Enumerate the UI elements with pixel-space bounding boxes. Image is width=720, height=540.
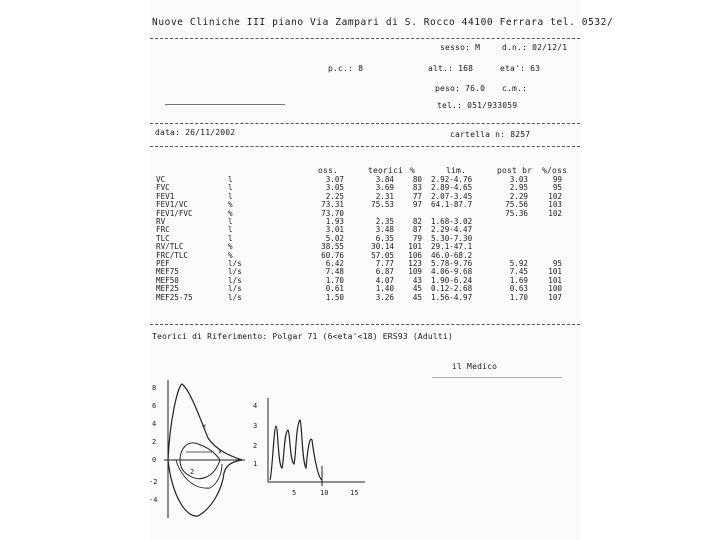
table-cell — [480, 218, 528, 226]
fv-xtick: 2 — [190, 468, 195, 476]
table-cell: 64.1-87.7 — [431, 200, 473, 210]
unit-column — [228, 176, 242, 302]
col-lim: lim. — [446, 166, 467, 175]
table-cell: 99 — [552, 175, 562, 184]
fv-ytick: -2 — [149, 478, 158, 486]
table-cell: RV — [156, 217, 166, 227]
table-cell: 73.31 — [321, 200, 344, 210]
table-cell: l — [228, 225, 233, 235]
table-cell: 79 — [412, 233, 422, 243]
table-cell: l/s — [228, 267, 242, 277]
report-page — [149, 0, 614, 540]
vt-xtick: 15 — [350, 489, 359, 497]
pct-column — [400, 176, 422, 302]
pctoss-column — [532, 176, 562, 302]
fv-ytick: 6 — [152, 402, 157, 410]
col-post: post br — [497, 166, 533, 175]
flow-volume-plot — [150, 378, 260, 528]
table-cell: 2.25 — [325, 191, 344, 201]
table-cell: 102 — [548, 191, 562, 201]
table-cell: 95 — [552, 183, 562, 193]
table-cell: 101 — [548, 267, 562, 277]
fv-marker: × — [202, 422, 207, 430]
table-cell: 3.69 — [375, 183, 394, 193]
table-cell: 95 — [552, 259, 562, 269]
vt-xtick: 5 — [292, 489, 297, 497]
table-cell: 100 — [548, 284, 562, 294]
table-cell: 7.77 — [375, 259, 394, 269]
post-column — [480, 176, 528, 302]
table-cell: 1.70 — [509, 292, 528, 302]
signature-label: il Medico — [452, 362, 498, 371]
table-divider — [150, 324, 580, 325]
table-cell: 2.31 — [375, 191, 394, 201]
table-cell: 5.30-7.30 — [431, 233, 473, 243]
table-cell: PEF — [156, 259, 170, 269]
table-cell: l/s — [228, 275, 242, 285]
fv-ytick: 8 — [152, 384, 157, 392]
table-cell: 45 — [412, 292, 422, 302]
table-cell: 3.84 — [375, 175, 394, 184]
table-cell — [480, 243, 528, 251]
reference-line: Teorici di Riferimento: Polgar 71 (6<eta'<18) ERS93 (Adulti) — [152, 332, 453, 341]
table-cell: MEF50 — [156, 275, 179, 285]
table-cell: 3.26 — [375, 292, 394, 302]
table-cell: 97 — [412, 200, 422, 210]
table-cell — [480, 226, 528, 234]
col-oss: oss. — [318, 166, 339, 175]
table-cell: 6.87 — [375, 267, 394, 277]
table-cell: l — [228, 233, 233, 243]
table-cell: 1.93 — [325, 217, 344, 227]
table-cell: 75.56 — [505, 200, 528, 210]
header-divider — [150, 38, 580, 39]
table-cell: 7.48 — [325, 267, 344, 277]
fv-ytick: -4 — [149, 496, 158, 504]
peso-field: peso: 76.0 — [435, 84, 486, 93]
table-cell: 57.05 — [371, 250, 394, 260]
table-cell: 4.07 — [375, 275, 394, 285]
table-cell: 2.92-4.76 — [431, 175, 473, 184]
table-cell: 106 — [408, 250, 422, 260]
table-cell: 0.12-2.68 — [431, 284, 473, 294]
table-cell: 77 — [412, 191, 422, 201]
name-line — [165, 104, 285, 105]
eta-field: eta': 63 — [500, 64, 541, 73]
table-cell: 2.89-4.65 — [431, 183, 473, 193]
table-cell: 2.35 — [375, 217, 394, 227]
fv-ytick: 0 — [152, 456, 157, 464]
param-column — [156, 176, 193, 302]
col-pct: % — [410, 166, 416, 175]
table-cell: 6.35 — [375, 233, 394, 243]
table-cell: 75.36 — [505, 208, 528, 218]
table-cell: 60.76 — [321, 250, 344, 260]
table-cell: 7.45 — [509, 267, 528, 277]
table-cell: 1.70 — [325, 275, 344, 285]
table-cell: RV/TLC — [156, 242, 184, 252]
table-cell: 5.02 — [325, 233, 344, 243]
table-cell: 43 — [412, 275, 422, 285]
table-cell: 29.1-47.1 — [431, 242, 473, 252]
table-cell: FVC — [156, 183, 170, 193]
table-cell: 46.0-68.2 — [431, 250, 473, 260]
fv-ytick: 4 — [152, 420, 157, 428]
table-cell: 1.90-6.24 — [431, 275, 473, 285]
table-cell: 2.29 — [509, 191, 528, 201]
table-cell: FEV1 — [156, 191, 175, 201]
table-cell: 6.42 — [325, 259, 344, 269]
table-cell: l — [228, 175, 233, 184]
table-cell: % — [228, 242, 233, 252]
table-cell: l/s — [228, 292, 242, 302]
section-divider-2 — [150, 146, 580, 147]
col-pctoss: %/oss — [542, 166, 568, 175]
table-cell: FEV1/VC — [156, 200, 189, 210]
table-cell: 1.69 — [509, 275, 528, 285]
fv-marker: × — [218, 448, 223, 456]
tel-field: tel.: 051/933059 — [437, 101, 518, 110]
table-cell: 75.53 — [371, 200, 394, 210]
table-cell: % — [228, 200, 233, 210]
cartella-field: cartella n: 8257 — [450, 130, 531, 139]
table-cell: 1.56-4.97 — [431, 292, 473, 302]
table-cell: MEF75 — [156, 267, 179, 277]
table-cell: 2.29-4.47 — [431, 225, 473, 235]
teorici-column — [350, 176, 394, 302]
volume-time-plot — [250, 396, 370, 500]
fv-post-curve — [176, 460, 222, 488]
table-cell: 3.05 — [325, 183, 344, 193]
oss-column — [300, 176, 344, 302]
table-cell: 107 — [548, 292, 562, 302]
table-cell: 4.06-9.68 — [431, 267, 473, 277]
table-cell: FRC — [156, 225, 170, 235]
table-cell: 83 — [412, 183, 422, 193]
table-cell: % — [228, 250, 233, 260]
date-field: data: 26/11/2002 — [155, 128, 236, 137]
vt-ytick: 1 — [253, 460, 258, 468]
table-cell: TLC — [156, 233, 170, 243]
fv-ytick: 2 — [152, 438, 157, 446]
table-cell: 101 — [548, 275, 562, 285]
alt-field: alt.: 168 — [428, 64, 474, 73]
table-cell: 3.07 — [325, 175, 344, 184]
table-cell: 3.48 — [375, 225, 394, 235]
sesso-field: sesso: M — [440, 43, 481, 52]
table-cell: 80 — [412, 175, 422, 184]
table-cell: 45 — [412, 284, 422, 294]
vt-curve — [270, 420, 322, 480]
vt-xtick: 10 — [320, 489, 329, 497]
table-cell: VC — [156, 175, 166, 184]
table-cell: 3.03 — [509, 175, 528, 184]
table-cell: 1.50 — [325, 292, 344, 302]
table-cell: 101 — [408, 242, 422, 252]
table-cell: l — [228, 183, 233, 193]
lim-column — [431, 176, 472, 302]
table-cell: FRC/TLC — [156, 250, 189, 260]
table-cell: 2.07-3.45 — [431, 191, 473, 201]
table-cell: 1.68-3.02 — [431, 217, 473, 227]
fv-predicted-loop — [180, 443, 223, 479]
table-cell: l/s — [228, 259, 242, 269]
table-cell: % — [228, 208, 233, 218]
cm-field: c.m.: — [502, 84, 528, 93]
table-cell: 5.92 — [509, 259, 528, 269]
table-cell: 3.01 — [325, 225, 344, 235]
vt-ytick: 4 — [253, 402, 258, 410]
section-divider — [150, 123, 580, 124]
table-cell: MEF25-75 — [156, 292, 193, 302]
pc-field: p.c.: 8 — [328, 64, 364, 73]
vt-ytick: 2 — [253, 442, 258, 450]
signature-line — [432, 377, 562, 378]
vt-ytick: 3 — [253, 422, 258, 430]
table-cell: 87 — [412, 225, 422, 235]
table-cell: 5.78-9.76 — [431, 259, 473, 269]
table-cell: 30.14 — [371, 242, 394, 252]
dn-field: d.n.: 02/12/1 — [502, 43, 568, 52]
table-cell: l/s — [228, 284, 242, 294]
table-cell: 123 — [408, 259, 422, 269]
table-cell: 1.40 — [375, 284, 394, 294]
table-cell: 103 — [548, 200, 562, 210]
table-cell: 73.70 — [321, 208, 344, 218]
table-cell: 2.95 — [509, 183, 528, 193]
table-cell: MEF25 — [156, 284, 179, 294]
table-cell — [480, 235, 528, 243]
clinic-header: Nuove Cliniche III piano Via Zampari di S. Rocco 44100 Ferrara tel. 0532/ — [152, 17, 614, 28]
table-cell: FEV1/FVC — [156, 208, 193, 218]
table-cell: 38.55 — [321, 242, 344, 252]
table-cell: 109 — [408, 267, 422, 277]
table-cell: l — [228, 217, 233, 227]
table-cell: 82 — [412, 217, 422, 227]
table-cell: 102 — [548, 208, 562, 218]
table-cell: l — [228, 191, 233, 201]
table-cell: 0.61 — [325, 284, 344, 294]
col-teorici: teorici — [368, 166, 404, 175]
table-cell: 0.63 — [509, 284, 528, 294]
